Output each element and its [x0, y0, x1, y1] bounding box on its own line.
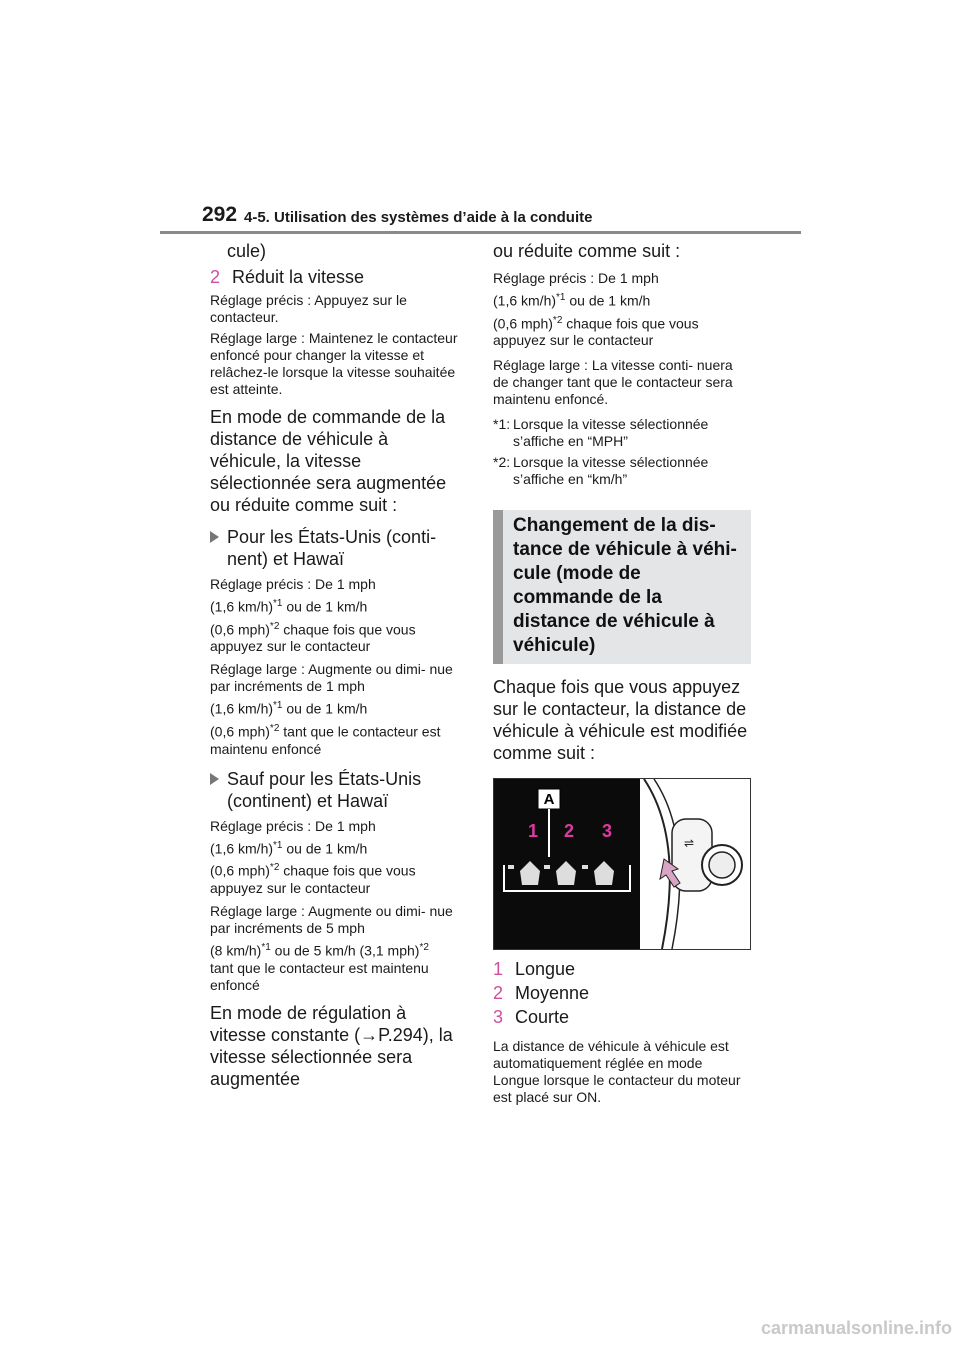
continued-paragraph: ou réduite comme suit :	[493, 241, 681, 261]
us-heading	[210, 526, 462, 570]
except-coarse	[210, 903, 462, 994]
except-coarse-line1: Réglage large : Augmente ou dimi- nue par incréments de 5 mph	[210, 902, 453, 936]
footnote-ref: *2	[269, 722, 280, 734]
footnote-ref: *2	[419, 941, 429, 953]
fine-line2: (1,6 km/h)	[493, 292, 557, 309]
change-paragraph: Chaque fois que vous appuyez sur le contacteur, la distance de véhicule à véhicule est modifiée comme suit :	[493, 677, 748, 764]
header-rule	[160, 231, 801, 234]
fine-adjust-text: Réglage précis : Appuyez sur le contacteur.	[210, 292, 407, 325]
triangle-bullet-icon	[210, 531, 219, 543]
fine-adjust	[493, 270, 751, 349]
figure-number-1: 1	[528, 821, 539, 842]
us-fine-line1: Réglage précis : De 1 mph	[210, 576, 376, 592]
except-heading-text: Sauf pour les États-Unis (continent) et Hawaï	[227, 768, 422, 811]
us-coarse	[210, 661, 462, 757]
item-label: Longue	[515, 959, 576, 980]
us-fine-line3: (0,6 mph)	[210, 621, 270, 638]
fine-line1: Réglage précis : De 1 mph	[493, 270, 659, 286]
footnote-ref: *1	[273, 598, 283, 609]
us-coarse-line3: (0,6 mph)	[210, 723, 270, 740]
distance-switch-icon: ⇌	[684, 836, 695, 851]
us-coarse-line1: Réglage large : Augmente ou dimi- nue par incréments de 1 mph	[210, 661, 453, 695]
figure-number-2: 2	[564, 821, 575, 842]
footnote-ref: *1	[556, 292, 566, 303]
except-coarse-line3: tant que le contacteur est maintenu enfoncé	[210, 959, 429, 993]
right-column	[493, 240, 751, 1106]
section-box-title: Changement de la dis- tance de véhicule à véhi- cule (mode de commande de la distance de véhicule à véhicule)	[493, 510, 751, 664]
except-fine	[210, 818, 462, 897]
distance-list	[493, 958, 751, 1028]
except-heading	[210, 768, 462, 812]
item-number: 1	[493, 959, 504, 980]
step-2	[210, 266, 462, 288]
watermark: carmanualsonline.info	[760, 1318, 952, 1338]
figure-number-3: 3	[602, 821, 613, 842]
distance-switch-figure	[493, 778, 751, 950]
triangle-bullet-icon	[210, 773, 219, 785]
coarse-adjust-text: Réglage large : Maintenez le contacteur enfoncé pour changer la vitesse et relâchez-le lorsque la vitesse souhaitée est atteinte.	[210, 330, 458, 397]
footnote-ref: *1	[273, 839, 283, 851]
footnote-2	[493, 454, 751, 488]
except-fine-line1: Réglage précis : De 1 mph	[210, 817, 376, 834]
constant-speed-paragraph: En mode de régulation à vitesse constante (→P.294), la vitesse sélectionnée sera augmentée	[210, 1002, 453, 1089]
footnote-1-mark: *1:	[493, 416, 511, 433]
label-a: A	[543, 791, 555, 809]
figure-svg	[494, 779, 750, 949]
except-fine-line2: (1,6 km/h)	[210, 840, 274, 857]
footnote-1-text: Lorsque la vitesse sélectionnée s’affiche en “MPH”	[513, 416, 709, 450]
except-fine-line3: (0,6 mph)	[210, 862, 270, 879]
fine-line2b: ou de 1 km/h	[565, 292, 651, 309]
except-coarse-line2: (8 km/h)	[210, 942, 262, 959]
except-fine-line3b: chaque fois que vous appuyez sur le contacteur	[210, 862, 416, 896]
footnote-2-mark: *2:	[493, 454, 511, 471]
fine-line3: (0,6 mph)	[493, 315, 553, 332]
auto-setting-text: La distance de véhicule à véhicule est automatiquement réglée en mode Longue lorsque le contacteur du moteur est placé sur ON.	[493, 1038, 741, 1106]
footnote-2-text: Lorsque la vitesse sélectionnée s’affiche en “km/h”	[513, 454, 709, 488]
coarse-adjust: Réglage large : La vitesse conti- nuera de changer tant que le contacteur sera maintenu enfoncé.	[493, 357, 733, 408]
us-fine-line2b: ou de 1 km/h	[282, 598, 368, 615]
us-fine	[210, 576, 462, 655]
except-coarse-line2b: ou de 5 km/h (3,1 mph)	[270, 942, 420, 959]
page-number: 292	[202, 203, 238, 226]
section-title: 4-5. Utilisation des systèmes d’aide à la conduite	[244, 209, 593, 226]
item-label: Courte	[515, 1007, 570, 1028]
footnote-ref: *2	[269, 862, 280, 874]
us-heading-text: Pour les États-Unis (conti- nent) et Hawaï	[227, 527, 437, 569]
continued-text: cule)	[227, 241, 267, 261]
fine-line3b: chaque fois que vous appuyez sur le contacteur	[493, 315, 699, 349]
us-coarse-line3b: tant que le contacteur est maintenu enfoncé	[210, 723, 441, 757]
distance-mode-paragraph: En mode de commande de la distance de véhicule à véhicule, la vitesse sélectionnée sera augmentée ou réduite comme suit :	[210, 407, 447, 515]
except-fine-line2b: ou de 1 km/h	[282, 840, 368, 857]
footnote-1	[493, 416, 751, 450]
left-column	[210, 240, 462, 1090]
us-coarse-line2: (1,6 km/h)	[210, 700, 274, 717]
list-item	[493, 982, 751, 1004]
item-label: Moyenne	[515, 983, 590, 1004]
footnote-ref: *2	[269, 620, 280, 632]
footnote-ref: *1	[273, 700, 283, 712]
list-item	[493, 958, 751, 980]
us-fine-line2: (1,6 km/h)	[210, 598, 274, 615]
step-number: 2	[210, 267, 221, 287]
item-number: 3	[493, 1007, 504, 1028]
footnote-ref: *1	[261, 941, 271, 953]
us-coarse-line2b: ou de 1 km/h	[282, 700, 368, 717]
item-number: 2	[493, 983, 504, 1004]
list-item	[493, 1006, 751, 1028]
us-fine-line3b: chaque fois que vous appuyez sur le contacteur	[210, 621, 416, 655]
footnote-ref: *2	[552, 314, 563, 326]
step-label: Réduit la vitesse	[232, 267, 365, 287]
